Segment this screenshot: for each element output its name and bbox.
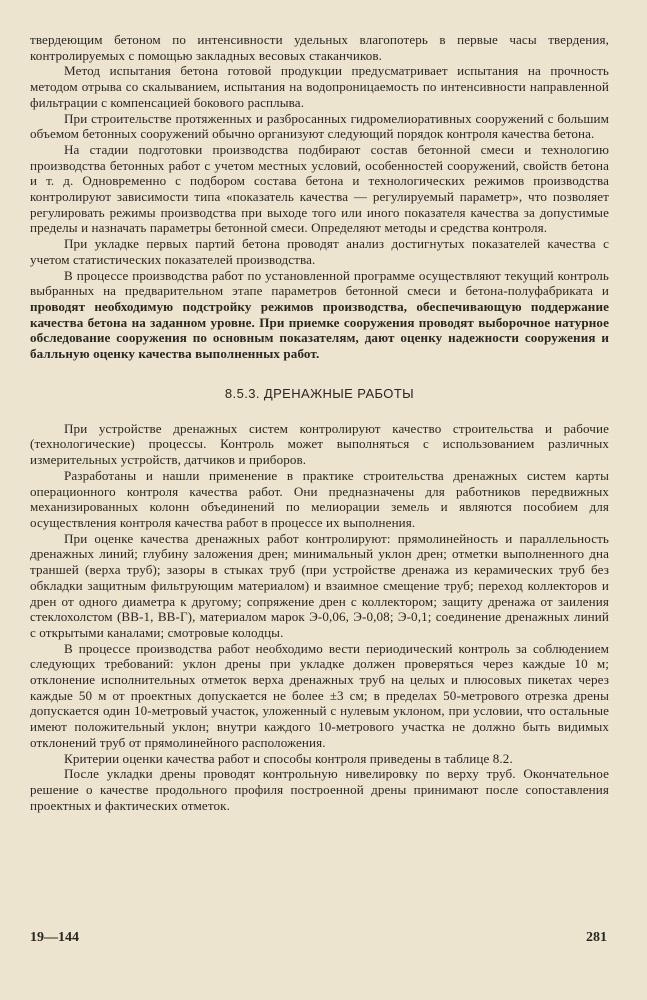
paragraph: Метод испытания бетона готовой продукции предусматривает испытания на прочность методом отрыва со скалыванием, испытания на водопроницаемость по интенсивности направленной фильтрации с компенсацией бокового расплыва. [30,63,609,110]
body-text-section [30,421,609,814]
paragraph: После укладки дрены проводят контрольную нивелировку по верху труб. Окончательное решение о качестве продольного профиля построенной дрены принимают после сопоставления проектных и фактических отметок. [30,766,609,813]
paragraph: твердеющим бетоном по интенсивности удельных влагопотерь в первые часы твердения, контролируемых с помощью закладных весовых стаканчиков. [30,32,609,63]
paragraph [30,268,609,362]
page-number: 281 [586,930,607,945]
section-heading: 8.5.3. ДРЕНАЖНЫЕ РАБОТЫ [224,385,415,401]
paragraph: При оценке качества дренажных работ контролируют: прямолинейность и параллельность дренажных линий; глубину заложения дрен; минимальный уклон дрен; отметки выполненного дна траншей (верха труб); зазоры в стыках труб (при устройстве дренажа из керамических труб без обкладки защитным фильтрующим материалом) и взаимное смещение труб; переход коллекторов и дрен от одного диаметра к другому; сопряжение дрен с коллектором; защиту дренажа от заиления стеклохолстом (ВВ-1, ВВ-Г), материалом марок Э-0,06, Э-0,08; Э-0,1; соединение дренажных линий с открытыми каналами; смотровые колодцы. [30,530,609,640]
paragraph: При укладке первых партий бетона проводят анализ достигнутых показателей качества с учетом статистических показателей производства. [30,236,609,267]
paragraph-regular-part: В процессе производства работ по установленной программе осуществляют текущий контроль выбранных на предварительном этапе параметров бетонной смеси и бетона-полуфабриката и [30,267,609,299]
paragraph-emphasis-part: проводят необходимую подстройку режимов производства, обеспечивающую поддержание качества бетона на заданном уровне. При приемке сооружения проводят выборочное натурное обследование сооружения по основным показателям, дают оценку надежности сооружения и балльную оценку качества выполненных работ. [30,298,609,362]
paragraph: Критерии оценки качества работ и способы контроля приведены в таблице 8.2. [64,750,513,766]
paragraph: На стадии подготовки производства подбирают состав бетонной смеси и технологию производства бетонных работ с учетом местных условий, особенностей сооружений, свойств бетона и т. д. Одновременно с подбором состава бетона и технологических режимов производства контролируют зависимости типа «показатель качества — регулируемый параметр», что позволяет регулировать режимы производства при выходе того или иного показателя качества за допустимые пределы и назначать параметры бетонной смеси. Определяют методы и средства контроля. [30,141,609,236]
paragraph: В процессе производства работ необходимо вести периодический контроль за соблюдением следующих требований: уклон дрены при укладке должен проверяться через каждые 10 м; отклонение исполнительных отметок верха дренажных труб на целых и плюсовых пикетах через каждые 50 м от проектных допускается не более ±3 см; в пределах 50-метрового отрезка дрены допускается один 10-метровый участок, уложенный с нулевым уклоном, при условии, что остальные имеют положительный уклон; внутри каждого 10-метрового участка не должно быть видимых отклонений труб от прямолинейного расположения. [30,640,609,750]
paragraph: При строительстве протяженных и разбросанных гидромелиоративных сооружений с большим объемом бетонных сооружений обычно организуют следующий порядок контроля качества бетона. [30,110,609,142]
paragraph: Разработаны и нашли применение в практике строительства дренажных систем карты операционного контроля качества работ. Они предназначены для работников передвижных механизированных колонн объединений по мелиорации земель и являются пособием для осуществления контроля качества работ в процессе их выполнения. [30,467,609,530]
body-text-top [30,32,609,362]
paragraph: При устройстве дренажных систем контролируют качество строительства и рабочие (технологические) процессы. Контроль может выполняться с использованием различных измерительных устройств, датчиков и приборов. [30,420,609,468]
page-footer [30,930,607,946]
signature-mark: 19—144 [30,930,79,945]
